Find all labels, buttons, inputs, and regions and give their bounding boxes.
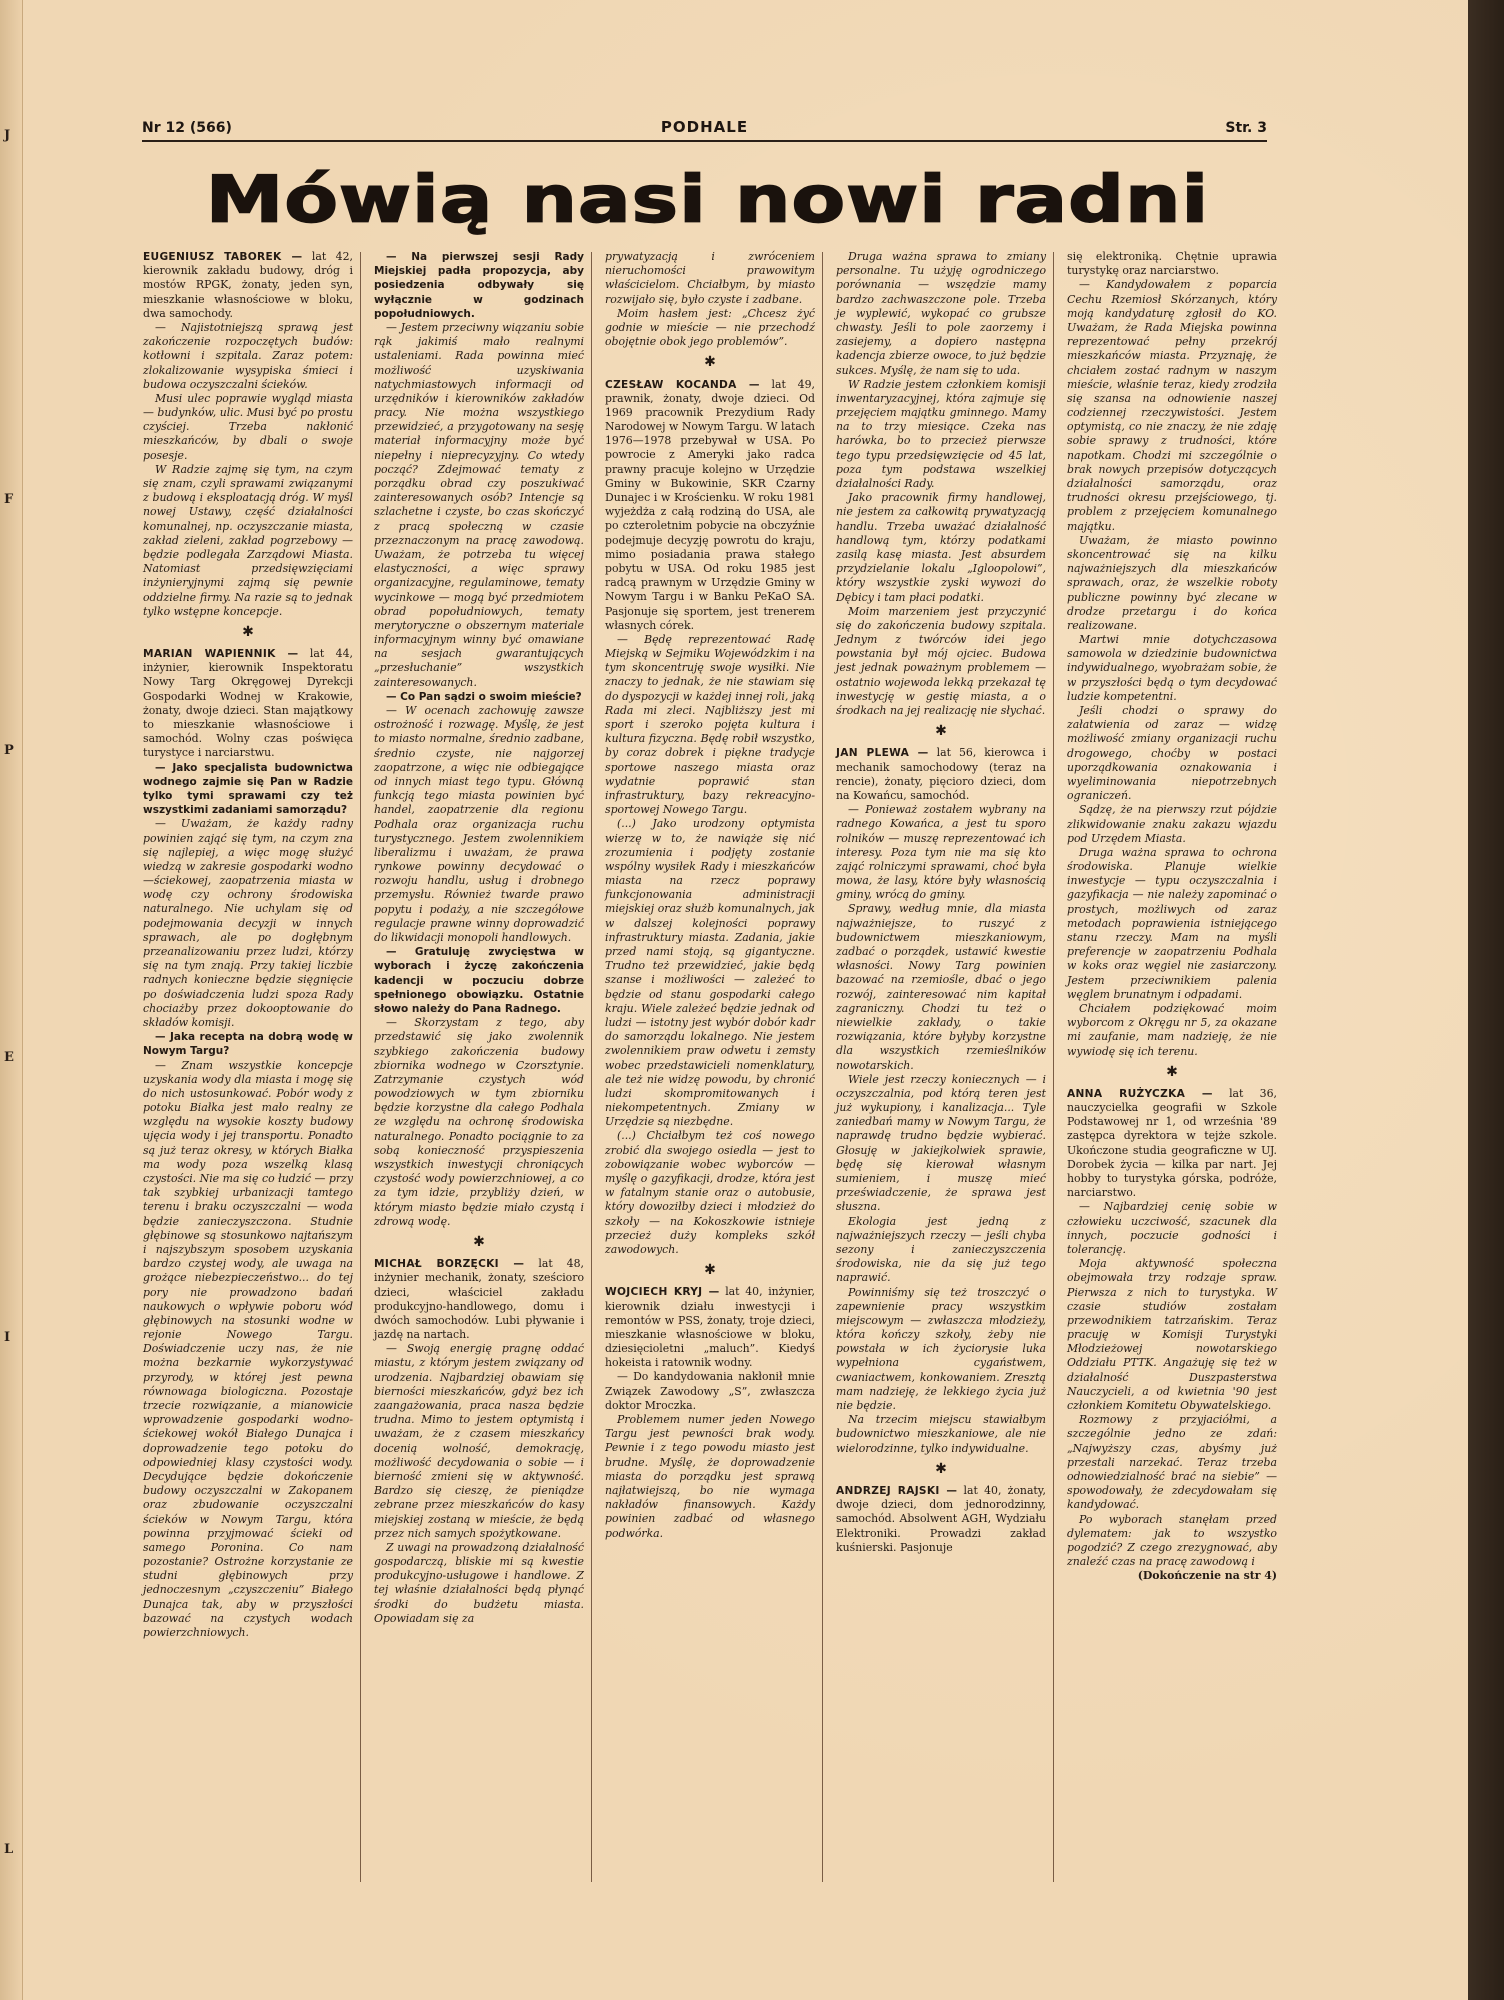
column-4 (836, 250, 1046, 1555)
quote-paragraph: — W ocenach zachowuję zawsze ostrożność i rozwagę. Myślę, że jest to miasto normalne, średnio zadbane, średnio czyste, nie najgorzej zaopatrzone, a więc nie odbiegające od innych miast tego typu. Główną funkcją tego miasta powinien być handel, zaopatrzenie dla regionu Podhala oraz organizacja ruchu turystycznego. Jestem zwolennikiem liberalizmu i uważam, że prawa rynkowe powinny decydować o rozwoju handlu, usług i drobnego przemysłu. Również twarde prawo popytu i podaży, a nie szczegółowe regulacje prawne winny doprowadzić do likwidacji monopoli handlowych. (374, 704, 584, 944)
gutter-letter: J (4, 128, 11, 143)
bio-paragraph: ANDRZEJ RAJSKI — lat 40, żonaty, dwoje dzieci, dom jednorodzinny, samochód. Absolwent AGH, Wydziału Elektroniki. Prowadzi zakład kuśnierski. Pasjonuje (836, 1483, 1046, 1554)
quote-paragraph: — Kandydowałem z poparcia Cechu Rzemiosł Skórzanych, który moją kandydaturę zgłosił do KO. Uważam, że Rada Miejska powinna reprezentować pełny przekrój mieszkańców miasta. Przyznaję, że chciałem zostać radnym w naszym mieście, właśnie teraz, kiedy zrodziła się szansa na odnowienie naszej codziennej rzeczywistości. Jestem optymistą, co nie znaczy, że nie zdaję sobie sprawy z trudności, które napotkam. Chodzi mi szczególnie o brak nowych przepisów dotyczących działalności samorządu, oraz trudności okresu przejściowego, tj. problem z przejęciem komunalnego majątku. (1067, 278, 1277, 533)
gutter-letter: L (4, 1842, 14, 1857)
councillor-name: ANDRZEJ RAJSKI — (836, 1484, 958, 1497)
bio-paragraph: JAN PLEWA — lat 56, kierowca i mechanik samochodowy (teraz na rencie), żonaty, pięcioro dzieci, dom na Kowańcu, samochód. (836, 746, 1047, 802)
quote-paragraph: Druga ważna sprawa to zmiany personalne. Tu użyję ogrodniczego porównania — wszędzie mamy bardzo zachwaszczone pole. Trzeba je wyplewić, wykopać co grubsze chwasty. Jeśli to pole zaorzemy i zasiejemy, a dopiero następna kadencja zbierze owoce, to już będzie sukces. Myślę, że nam się to uda. (836, 250, 1046, 377)
column-2 (374, 250, 584, 1626)
section-star: ✱ (473, 1233, 485, 1250)
quote-paragraph: Uważam, że miasto powinno skoncentrować się na kilku najważniejszych dla mieszkańców sprawach, oraz, że wszelkie roboty publiczne powinny być zlecane w drodze przetargu i do końca realizowane. (1067, 533, 1277, 632)
quote-paragraph: Rozmowy z przyjaciółmi, a szczególnie jedno ze zdań: „Najwyższy czas, abyśmy już przestali narzekać. Teraz trzeba odnowiedzialność brać na siebie” — spowodowały, że zdecydowałam się kandydować. (1067, 1413, 1277, 1512)
quote-paragraph: Wiele jest rzeczy koniecznych — i oczyszczalnia, pod którą teren jest już wykupiony, i kanalizacja... Tyle zaniedbań mamy w Nowym Targu, że naprawdę trudno będzie wybierać. Głosuję w jakiejkolwiek sprawie, będę się kierował własnym sumieniem, i muszę mieć przeświadczenie, że sprawa jest słuszna. (836, 1072, 1046, 1214)
quote-paragraph: Moim hasłem jest: „Chcesz żyć godnie w mieście — nie przechodź obojętnie obok jego problemów”. (605, 306, 815, 349)
quote-paragraph: Jako pracownik firmy handlowej, nie jestem za całkowitą prywatyzacją handlu. Trzeba uważać działalność handlową tym, którzy podatkami zasilą kasę miasta. Jest absurdem przydzielanie lokalu „Igloopolowi”, który wszystkie zyski wywozi do Dębicy i tam płaci podatki. (836, 491, 1046, 604)
page-number: Str. 3 (1225, 120, 1267, 136)
page-header (142, 118, 1267, 142)
quote-paragraph: Sądzę, że na pierwszy rzut pójdzie zlikwidowanie znaku zakazu wjazdu pod Urzędem Miasta. (1067, 803, 1277, 845)
column-1 (143, 250, 353, 1640)
quote-paragraph: Druga ważna sprawa to ochrona środowiska. Planuje wielkie inwestycje — typu oczyszczalnia i gazyfikacja — nie należy zapominać o prostych, możliwych od zaraz metodach poprawienia istniejącego stanu rzeczy. Mam na myśli preferencje w zaopatrzeniu Podhala w koks oraz węgiel nie zasiarczony. Jestem przeciwnikiem palenia węglem brunatnym i odpadami. (1067, 845, 1277, 1001)
councillor-name: EUGENIUSZ TABOREK — (143, 251, 303, 263)
quote-paragraph: Powinniśmy się też troszczyć o zapewnienie pracy wszystkim miejscowym — zwłaszcza młodzieży, która kończy szkoły, żeby nie powstała w ich życiorysie luka wypełniona cygaństwem, cwaniactwem, konkowaniem. Zresztą mam nadzieję, że lekkiego życia już nie będzie. (836, 1285, 1046, 1412)
quote-paragraph: Sprawy, według mnie, dla miasta najważniejsze, to ruszyć z budownictwem mieszkaniowym, zadbać o porządek, ustawić kwestie własności. Nowy Targ powinien bazować na rzemiośle, dbać o jego rozwój, zainteresować nim kapitał zagraniczny. Chodzi tu też o niewielkie zakłady, o takie rozwiązania, które byłyby korzystne dla wszystkich rzemieślników nowotarskich. (836, 902, 1046, 1072)
quote-paragraph: — Do kandydowania nakłonił mnie Związek Zawodowy „S”, zwłaszcza doktor Mroczka. (605, 1370, 815, 1412)
quote-paragraph: Na trzecim miejscu stawiałbym budownictwo mieszkaniowe, ale nie wielorodzinne, tylko indywidualne. (836, 1413, 1046, 1455)
interview-question: — Gratuluję zwycięstwa w wyborach i życzę zakończenia kadencji w poczuciu dobrze spełnionego obowiązku. Ostatnie słowo należy do Pana Radnego. (374, 946, 584, 1015)
quote-paragraph: W Radzie jestem członkiem komisji inwentaryzacyjnej, która zajmuje się przejęciem majątku gminnego. Mamy na to trzy miesiące. Czeka nas harówka, bo to przecież pierwsze tego typu przedsięwzięcie od 45 lat, poza tym podstawa wszelkiej działalności Rady. (836, 377, 1046, 490)
quote-paragraph: Moja aktywność społeczna obejmowała trzy rodzaje spraw. Pierwsza z nich to turystyka. W czasie studiów zostałam przewodnikiem tatrzańskim. Teraz pracuję w Komisji Turystyki Młodzieżowej nowotarskiego Oddziału PTTK. Angażuję się też w działalność Duszpasterstwa Nauczycieli, a od kwietnia '90 jest członkiem Komitetu Obywatelskiego. (1067, 1257, 1277, 1412)
bio-paragraph: MICHAŁ BORZĘCKI — lat 48, inżynier mechanik, żonaty, sześcioro dzieci, właściciel zakładu produkcyjno-handlowego, domu i dwóch samochodów. Lubi pływanie i jazdę na nartach. (374, 1257, 585, 1342)
gutter-letter: P (4, 743, 14, 758)
column-rule (360, 252, 361, 1882)
councillor-name: JAN PLEWA — (836, 747, 929, 760)
bio-paragraph: się elektroniką. Chętnie uprawia turystykę oraz narciarstwo. (1067, 250, 1277, 278)
interview-question: — Co Pan sądzi o swoim mieście? (386, 690, 582, 703)
quote-paragraph: Chciałem podziękować moim wyborcom z Okręgu nr 5, za okazane mi zaufanie, mam nadzieję, że nie wywiodę się ich terenu. (1067, 1001, 1277, 1058)
headline: Mówią nasi nowi radni (205, 163, 1210, 237)
quote-paragraph: — Najbardziej cenię sobie w człowieku uczciwość, szacunek dla innych, poczucie godności i tolerancję. (1067, 1200, 1277, 1256)
column-rule (1053, 252, 1054, 1882)
quote-paragraph: Martwi mnie dotychczasowa samowola w dziedzinie budownictwa indywidualnego, wyobrażam sobie, że w przyszłości będą o tym decydować ludzie kompetentni. (1067, 633, 1277, 703)
quote-paragraph: — Skorzystam z tego, aby przedstawić się jako zwolennik szybkiego zakończenia budowy zbiornika wodnego w Czorsztynie. Zatrzymanie czystych wód powodziowych w tym zbiorniku będzie korzystne dla całego Podhala ze względu na ochronę środowiska naturalnego. Ponadto pociągnie to za sobą konieczność przyspieszenia wszystkich inwestycji chroniących czystość wody powierzchniowej, a co za tym idzie, przybliży dzień, w którym miasto będzie miało czystą i zdrową wodę. (374, 1016, 584, 1228)
gutter-letter: I (4, 1330, 11, 1345)
councillor-name: MICHAŁ BORZĘCKI — (374, 1258, 525, 1271)
quote-paragraph: — Najistotniejszą sprawą jest zakończenie rozpoczętych budów: kotłowni i szpitala. Zaraz potem: zlokalizowanie wysypiska śmieci i budowa oczyszczalni ścieków. (143, 320, 353, 391)
quote-paragraph: Jeśli chodzi o sprawy do załatwienia od zaraz — widzę możliwość zmiany organizacji ruchu drogowego, choćby w postaci uporządkowania oznakowania i wyeliminowania niepotrzebnych ograniczeń. (1067, 704, 1277, 803)
quote-paragraph: Problemem numer jeden Nowego Targu jest pewności brak wody. Pewnie i z tego powodu miasto jest brudne. Myślę, że doprowadzenie miasta do porządku jest sprawą najłatwiejszą, bo nie wymaga nakładów finansowych. Każdy powinien zadbać od własnego podwórka. (605, 1413, 815, 1540)
column-5 (1067, 250, 1277, 1583)
adjacent-page-gutter (0, 0, 23, 2000)
councillor-name: WOJCIECH KRYJ — (605, 1286, 720, 1299)
column-rule (591, 252, 592, 1882)
bio-paragraph: EUGENIUSZ TABOREK — lat 42, kierownik zakładu budowy, dróg i mostów RPGK, żonaty, jeden syn, mieszkanie własnościowe w bloku, dwa samochody. (143, 250, 353, 320)
quote-paragraph: — Swoją energię pragnę oddać miastu, z którym jestem związany od urodzenia. Najbardziej obawiam się bierności mieszkańców, gdyż bez ich zaangażowania, praca nasza będzie trudna. Mimo to jestem optymistą i uważam, że z czasem mieszkańcy docenią wolność, demokrację, możliwość decydowania o sobie — i bierność zmieni się w aktywność. Bardzo się cieszę, że pieniądze zebrane przez mieszkańców do kasy miejskiej zostaną w mieście, że będą przez nich samych spożytkowane. (374, 1342, 584, 1540)
quote-paragraph: prywatyzacją i zwróceniem nieruchomości prawowitym właścicielom. Chciałbym, by miasto rozwijało się, było czyste i zadbane. (605, 250, 815, 306)
quote-paragraph: (...) Jako urodzony optymista wierzę w to, że nawiąże się nić zrozumienia i podjęty zostanie wspólny wysiłek Rady i mieszkańców miasta na rzecz poprawy funkcjonowania administracji miejskiej oraz służb komunalnych, jak w dalszej kolejności poprawy infrastruktury miasta. Zadania, jakie przed nami stoją, są gigantyczne. Trudno też przewidzieć, jakie będą szanse i możliwości — zależeć to będzie od stanu gospodarki całego kraju. Wiele zależeć będzie jednak od ludzi — istotny jest wybór dobór kadr do samorządu lokalnego. Nie jestem zwolennikiem praw odwetu i zemsty wobec przedstawicieli nomenklatury, ale też nie widzę powodu, by chronić ludzi skompromitowanych i niekompetentnych. Zmiany w Urzędzie są niezbędne. (605, 817, 815, 1129)
quote-paragraph: Moim marzeniem jest przyczynić się do zakończenia budowy szpitala. Jednym z twórców idei jego powstania był mój ojciec. Budowa jest jednak poważnym problemem — ostatnio wojewoda lekką przekazał tę inwestycję w gestię miasta, a o środkach na jej realizację nie słychać. (836, 604, 1046, 717)
quote-paragraph: — Uważam, że każdy radny powinien zająć się tym, na czym zna się najlepiej, a więc mogę służyć wiedzą w zakresie gospodarki wodno—ściekowej, zaopatrzenia miasta w wodę czy ochrony środowiska naturalnego. Nie uchylam się od podejmowania decyzji w innych sprawach, ale po dogłębnym przeanalizowaniu przez ludzi, którzy się na tym znają. Przy takiej liczbie radnych konieczne będzie sięgnięcie po doświadczenia ludzi spoza Rady chociażby przez dokooptowanie do składów komisji. (143, 817, 353, 1029)
newspaper-name: PODHALE (660, 118, 749, 136)
interview-question: — Na pierwszej sesji Rady Miejskiej padła propozycja, aby posiedzenia odbywały się wyłącznie w godzinach popołudniowych. (374, 251, 584, 320)
section-star: ✱ (704, 1262, 716, 1279)
quote-paragraph: Po wyborach stanęłam przed dylematem: jak to wszystko pogodzić? Z czego zrezygnować, aby znaleźć czas na pracę zawodową i (1067, 1512, 1277, 1569)
quote-paragraph: — Będę reprezentować Radę Miejską w Sejmiku Wojewódzkim i na tym skoncentruję swoje wysiłki. Nie znaczy to jednak, że nie stawiam się do dyspozycji w każdej innej roli, jaką Rada mi zleci. Najbliższy jest mi sport i szeroko pojęta kultura i kultura fizyczna. Będę robił wszystko, by coraz dobrek i piękne tradycje sportowe naszego miasta oraz wydatnie poprawić stan infrastruktury, bazy rekreacyjno-sportowej Nowego Targu. (605, 632, 815, 817)
interview-question: — Jako specjalista budownictwa wodnego zajmie się Pan w Radzie tylko tymi sprawami czy też wszystkimi zadaniami samorządu? (143, 761, 353, 817)
scan-edge (1468, 0, 1504, 2000)
quote-paragraph: Z uwagi na prowadzoną działalność gospodarczą, bliskie mi są kwestie produkcyjno-usługowe i handlowe. Z tej właśnie działalności będą płynąć środki do budżetu miasta. Opowiadam się za (374, 1540, 584, 1625)
councillor-name: ANNA RUŻYCZKA — (1067, 1087, 1213, 1100)
section-star: ✱ (704, 354, 716, 371)
quote-paragraph: (...) Chciałbym też coś nowego zrobić dla swojego osiedla — jest to zobowiązanie wobec wyborców — myślę o gazyfikacji, drodze, która jest w fatalnym stanie oraz o autobusie, który dowoziłby dzieci i młodzież do szkoły — na Kokoszkowie istnieje przecież duży kompleks szkół zawodowych. (605, 1129, 815, 1256)
bio-paragraph: ANNA RUŻYCZKA — lat 36, nauczycielka geografii w Szkole Podstawowej nr 1, od września '89 zastępca dyrektora w tejże szkole. Ukończone studia geograficzne w UJ. Dorobek życia — kilka par nart. Jej hobby to turystyka górska, podróże, narciarstwo. (1067, 1086, 1277, 1200)
column-rule (822, 252, 823, 1882)
section-star: ✱ (935, 723, 947, 740)
quote-paragraph: Ekologia jest jedną z najważniejszych rzeczy — jeśli chyba sezony i zanieczyszczenia środowiska, nie da się już tego naprawić. (836, 1214, 1046, 1285)
quote-paragraph: — Znam wszystkie koncepcje uzyskania wody dla miasta i mogę się do nich ustosunkować. Pobór wody z potoku Białka jest mało realny ze względu na wysokie koszty budowy ujęcia wody i jej transportu. Ponadto są już teraz okresy, w których Białka ma wody poza wszelką klasą czystości. Nie ma się co łudzić — przy tak szybkiej urbanizacji tamtego terenu i braku oczyszczalni — woda będzie zanieczyszczona. Studnie głębinowe są stosunkowo najtańszym i najszybszym sposobem uzyskania bardzo czystej wody, ale uwaga na grożące niebezpieczeństwo... do tej pory nie prowadzono badań naukowych o wpływie poboru wód głębinowych na stosunki wodne w rejonie Nowego Targu. Doświadczenie uczy nas, że nie można bezkarnie wykorzystywać przyrody, w której jest pewna równowaga biologiczna. Pozostaje trzecie rozwiązanie, a mianowicie wprowadzenie gospodarki wodno-ściekowej wokół Białego Dunajca i doprowadzenie tego potoku do odpowiedniej klasy czystości wody. Decydujące będzie dokończenie budowy oczyszczalni w Zakopanem oraz zbudowanie oczyszczalni ścieków w Nowym Targu, która powinna przyjmować ścieki od samego Poronina. Co nam pozostanie? Ostrożne korzystanie ze studni głębinowych przy jednoczesnym „czyszczeniu” Białego Dunajca tak, aby w przyszłości bazować na czystych wodach powierzchniowych. (143, 1058, 353, 1639)
bio-paragraph: WOJCIECH KRYJ — lat 40, inżynier, kierownik działu inwestycji i remontów w PSS, żonaty, troje dzieci, mieszkanie własnościowe w bloku, dziesięcioletni „maluch”. Kiedyś hokeista i ratownik wodny. (605, 1285, 815, 1370)
gutter-letter: F (4, 492, 14, 507)
column-3 (605, 250, 815, 1541)
quote-paragraph: — Jestem przeciwny wiązaniu sobie rąk jakimiś mało realnymi ustaleniami. Rada powinna mieć możliwość uzyskiwania natychmiastowych informacji od urzędników i kierowników zakładów pracy. Nie można wszystkiego przewidzieć, a przygotowany na sesję materiał informacyjny może być niepełny i nieprecyzyjny. Co wtedy począć? Zdejmować tematy z porządku obrad czy poszukiwać zainteresowanych osób? Intencje są szlachetne i czyste, bo czas skończyć z pracą społeczną w czasie przeznaczonym na pracę zawodową. Uważam, że potrzeba tu więcej elastyczności, a więc sprawy organizacyjne, regulaminowe, tematy wycinkowe — mogą być przedmiotem obrad popołudniowych, tematy merytoryczne o obszernym materiale informacyjnym winny być omawiane na sesjach gwarantujących „przesłuchanie” wszystkich zainteresowanych. (374, 320, 584, 689)
gutter-letter: E (4, 1050, 14, 1065)
section-star: ✱ (935, 1460, 947, 1477)
section-star: ✱ (242, 623, 254, 640)
continuation-note: (Dokończenie na str 4) (1137, 1569, 1277, 1583)
issue-number: Nr 12 (566) (142, 120, 232, 136)
councillor-name: CZESŁAW KOCANDA — (605, 378, 760, 391)
section-star: ✱ (1166, 1063, 1178, 1080)
bio-paragraph: MARIAN WAPIENNIK — lat 44, inżynier, kierownik Inspektoratu Nowy Targ Okręgowej Dyrekcji Gospodarki Wodnej w Krakowie, żonaty, dwoje dzieci. Stan majątkowy to mieszkanie własnościowe i samochód. Wolny czas poświęca turystyce i narciarstwu. (143, 647, 353, 760)
councillor-name: MARIAN WAPIENNIK — (143, 648, 299, 661)
bio-paragraph: CZESŁAW KOCANDA — lat 49, prawnik, żonaty, dwoje dzieci. Od 1969 pracownik Prezydium Rady Narodowej w Nowym Targu. W latach 1976—1978 przebywał w USA. Po powrocie z Ameryki jako radca prawny pracuje kolejno w Urzędzie Gminy w Bukowinie, SKR Czarny Dunajec i w Krościenku. W roku 1981 wyjeżdża z całą rodziną do USA, ale po czteroletnim pobycie na obczyźnie podejmuje decyzję powrotu do kraju, mimo posiadania prawa stałego pobytu w USA. Od roku 1985 jest radcą prawnym w Urzędzie Gminy w Nowym Targu i w Banku PeKaO SA. Pasjonuje się sportem, jest trenerem własnych córek. (605, 377, 815, 632)
interview-question: — Jaka recepta na dobrą wodę w Nowym Targu? (143, 1031, 353, 1058)
quote-paragraph: Musi ulec poprawie wygląd miasta — budynków, ulic. Musi być po prostu czyściej. Trzeba nakłonić mieszkańców, by dbali o swoje posesje. (143, 391, 353, 462)
quote-paragraph: W Radzie zajmę się tym, na czym się znam, czyli sprawami związanymi z budową i eksploatacją dróg. W myśl nowej Ustawy, część działalności komunalnej, np. oczyszczanie miasta, zakład zieleni, zakład pogrzebowy — będzie podlegała Zarządowi Miasta. Natomiast przedsięwzięciami inżynieryjnymi zajmą się pewnie oddzielne firmy. Na razie są to jednak tylko wstępne koncepcje. (143, 462, 353, 618)
quote-paragraph: — Ponieważ zostałem wybrany na radnego Kowańca, a jest tu sporo rolników — muszę reprezentować ich interesy. Poza tym nie ma się kto zająć rolniczymi sprawami, choć była mowa, że lasy, które były własnością gminy, wrócą do gminy. (836, 803, 1046, 902)
